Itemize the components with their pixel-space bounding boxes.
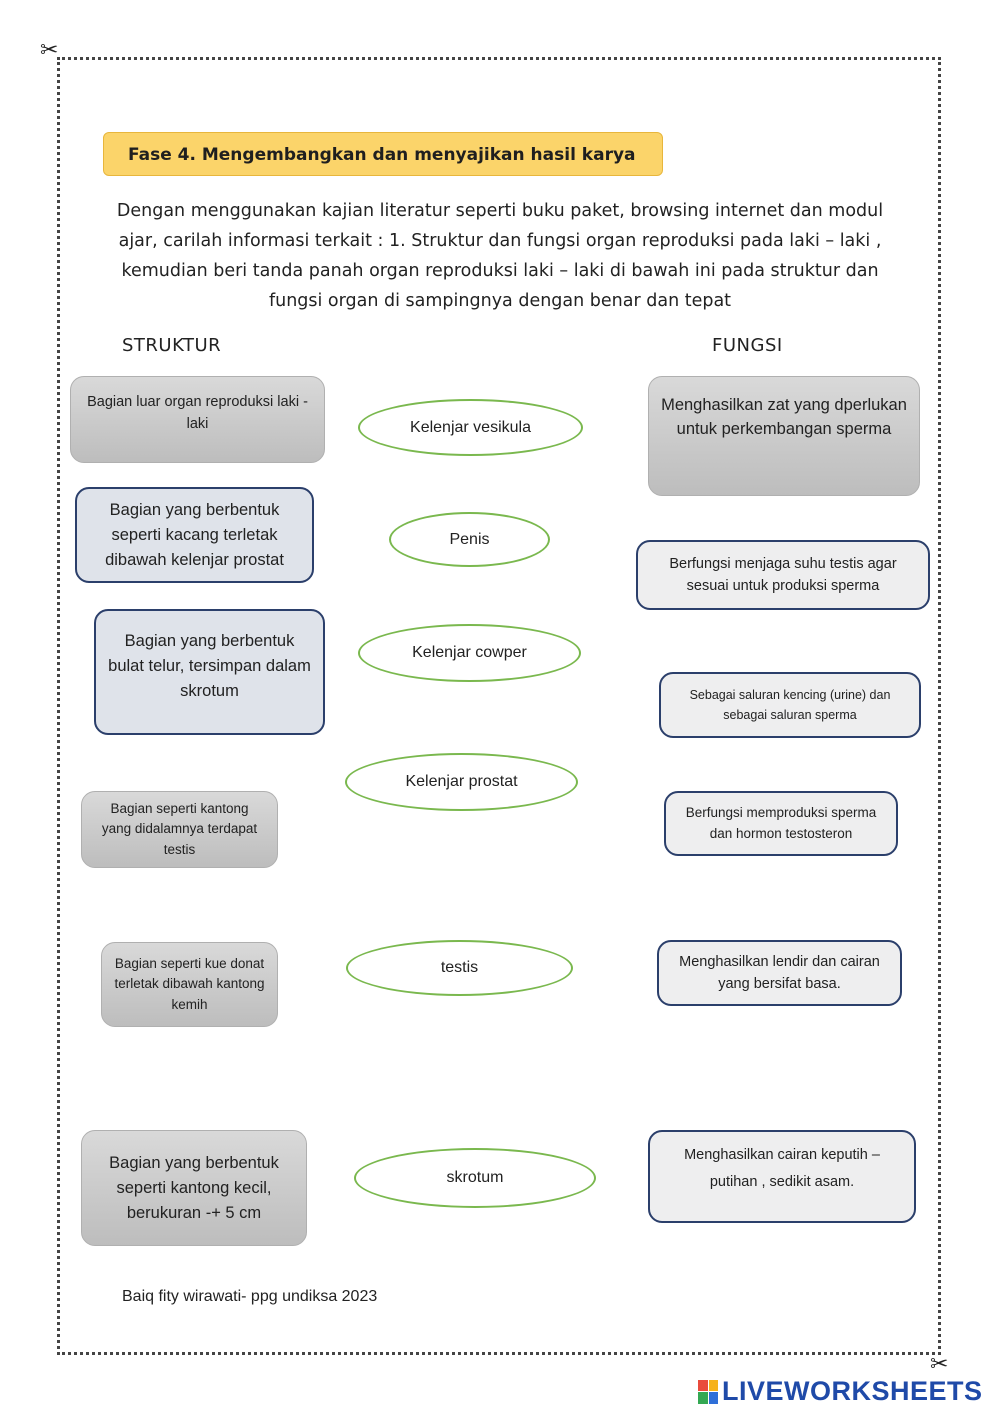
footer-credit: Baiq fity wirawati- ppg undiksa 2023 <box>122 1288 378 1305</box>
fungsi-header: FUNGSI <box>712 335 783 356</box>
organ-oval-2[interactable]: Penis <box>389 512 550 567</box>
fungsi-box-5[interactable]: Menghasilkan lendir dan cairan yang bersifat basa. <box>657 940 902 1006</box>
scissors-icon: ✂ <box>930 1352 949 1377</box>
liveworksheets-logo <box>698 1376 983 1407</box>
struktur-box-3[interactable]: Bagian yang berbentuk bulat telur, tersimpan dalam skrotum <box>94 609 325 735</box>
phase-title: Fase 4. Mengembangkan dan menyajikan hasil karya <box>103 132 663 176</box>
struktur-header: STRUKTUR <box>122 335 222 356</box>
organ-oval-6[interactable]: skrotum <box>354 1148 596 1208</box>
scissors-icon: ✂ <box>40 38 59 63</box>
struktur-box-4[interactable]: Bagian seperti kantong yang didalamnya terdapat testis <box>81 791 278 868</box>
fungsi-box-1[interactable]: Menghasilkan zat yang dperlukan untuk perkembangan sperma <box>648 376 920 496</box>
logo-text: LIVEWORKSHEETS <box>722 1376 983 1406</box>
fungsi-box-2[interactable]: Berfungsi menjaga suhu testis agar sesuai untuk produksi sperma <box>636 540 930 610</box>
fungsi-box-6[interactable]: Menghasilkan cairan keputih – putihan , sedikit asam. <box>648 1130 916 1223</box>
struktur-box-1[interactable]: Bagian luar organ reproduksi laki - laki <box>70 376 325 463</box>
organ-oval-5[interactable]: testis <box>346 940 573 996</box>
struktur-box-2[interactable]: Bagian yang berbentuk seperti kacang terletak dibawah kelenjar prostat <box>75 487 314 583</box>
fungsi-box-4[interactable]: Berfungsi memproduksi sperma dan hormon testosteron <box>664 791 898 856</box>
organ-oval-4[interactable]: Kelenjar prostat <box>345 753 578 811</box>
organ-oval-3[interactable]: Kelenjar cowper <box>358 624 581 682</box>
fungsi-box-3[interactable]: Sebagai saluran kencing (urine) dan sebagai saluran sperma <box>659 672 921 738</box>
struktur-box-5[interactable]: Bagian seperti kue donat terletak dibawah kantong kemih <box>101 942 278 1027</box>
struktur-box-6[interactable]: Bagian yang berbentuk seperti kantong kecil, berukuran -+ 5 cm <box>81 1130 307 1246</box>
logo-icon <box>698 1380 718 1404</box>
instructions: Dengan menggunakan kajian literatur seperti buku paket, browsing internet dan modul ajar, carilah informasi terkait : 1. Struktur dan fungsi organ reproduksi pada laki – laki , kemudian beri tanda panah organ reproduksi laki – laki di bawah ini pada struktur dan fungsi organ di sampingnya dengan benar dan tepat <box>116 201 884 311</box>
organ-oval-1[interactable]: Kelenjar vesikula <box>358 399 583 456</box>
